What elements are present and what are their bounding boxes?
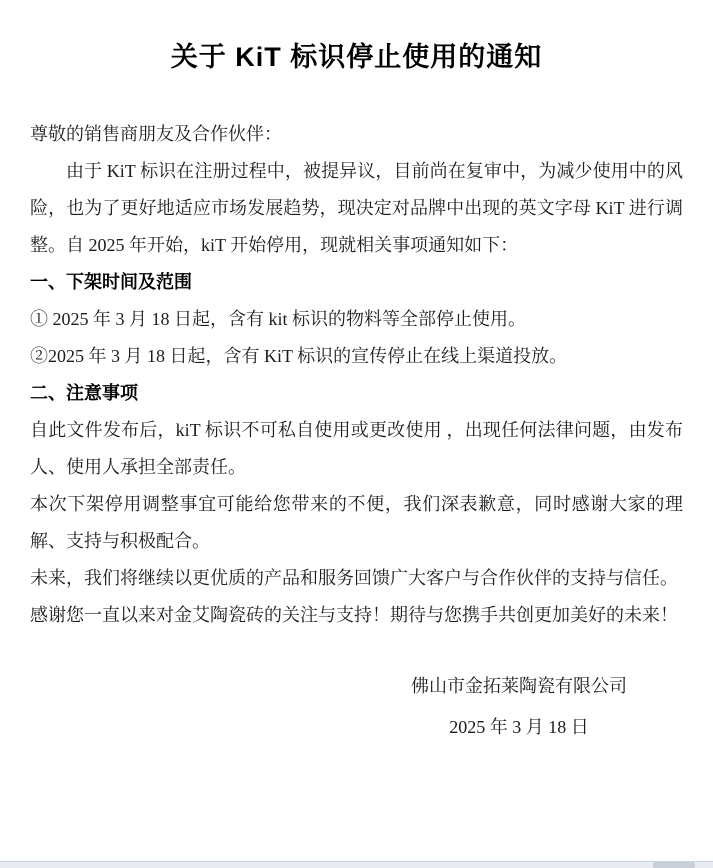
section-1-heading: 一、下架时间及范围 — [30, 272, 192, 292]
scrollbar-thumb[interactable] — [653, 862, 695, 868]
list-item-1: ① 2025 年 3 月 18 日起，含有 kit 标识的物料等全部停止使用。 — [30, 309, 526, 329]
salutation: 尊敬的销售商朋友及合作伙伴： — [30, 124, 282, 144]
section-2-heading: 二、注意事项 — [30, 383, 138, 403]
signature-company: 佛山市金拓莱陶瓷有限公司 — [411, 676, 627, 696]
signature-block — [411, 674, 627, 739]
paragraph-apology: 本次下架停用调整事宜可能给您带来的不便，我们深表歉意，同时感谢大家的理解、支持与积极配合。 — [30, 494, 683, 551]
paragraph-future: 未来，我们将继续以更优质的产品和服务回馈广大客户与合作伙伴的支持与信任。 — [30, 568, 678, 588]
bottom-scrollbar[interactable] — [0, 861, 713, 868]
paragraph-thanks: 感谢您一直以来对金艾陶瓷砖的关注与支持！期待与您携手共创更加美好的未来！ — [30, 605, 678, 625]
intro-paragraph: 由于 KiT 标识在注册过程中，被提异议，目前尚在复审中，为减少使用中的风险，也为了更好地适应市场发展趋势，现决定对品牌中出现的英文字母 KiT 进行调整。自 2025 年开始，kiT 开始停用，现就相关事项通知如下： — [30, 161, 683, 255]
notice-title: 关于 KiT 标识停止使用的通知 — [170, 42, 543, 72]
paragraph-liability: 自此文件发布后，kiT 标识不可私自使用或更改使用 ，出现任何法律问题，由发布人、使用人承担全部责任。 — [30, 420, 683, 477]
signature-date: 2025 年 3 月 18 日 — [449, 717, 589, 737]
list-item-2: ②2025 年 3 月 18 日起，含有 KiT 标识的宣传停止在线上渠道投放。 — [30, 346, 568, 366]
notice-body — [30, 116, 683, 634]
